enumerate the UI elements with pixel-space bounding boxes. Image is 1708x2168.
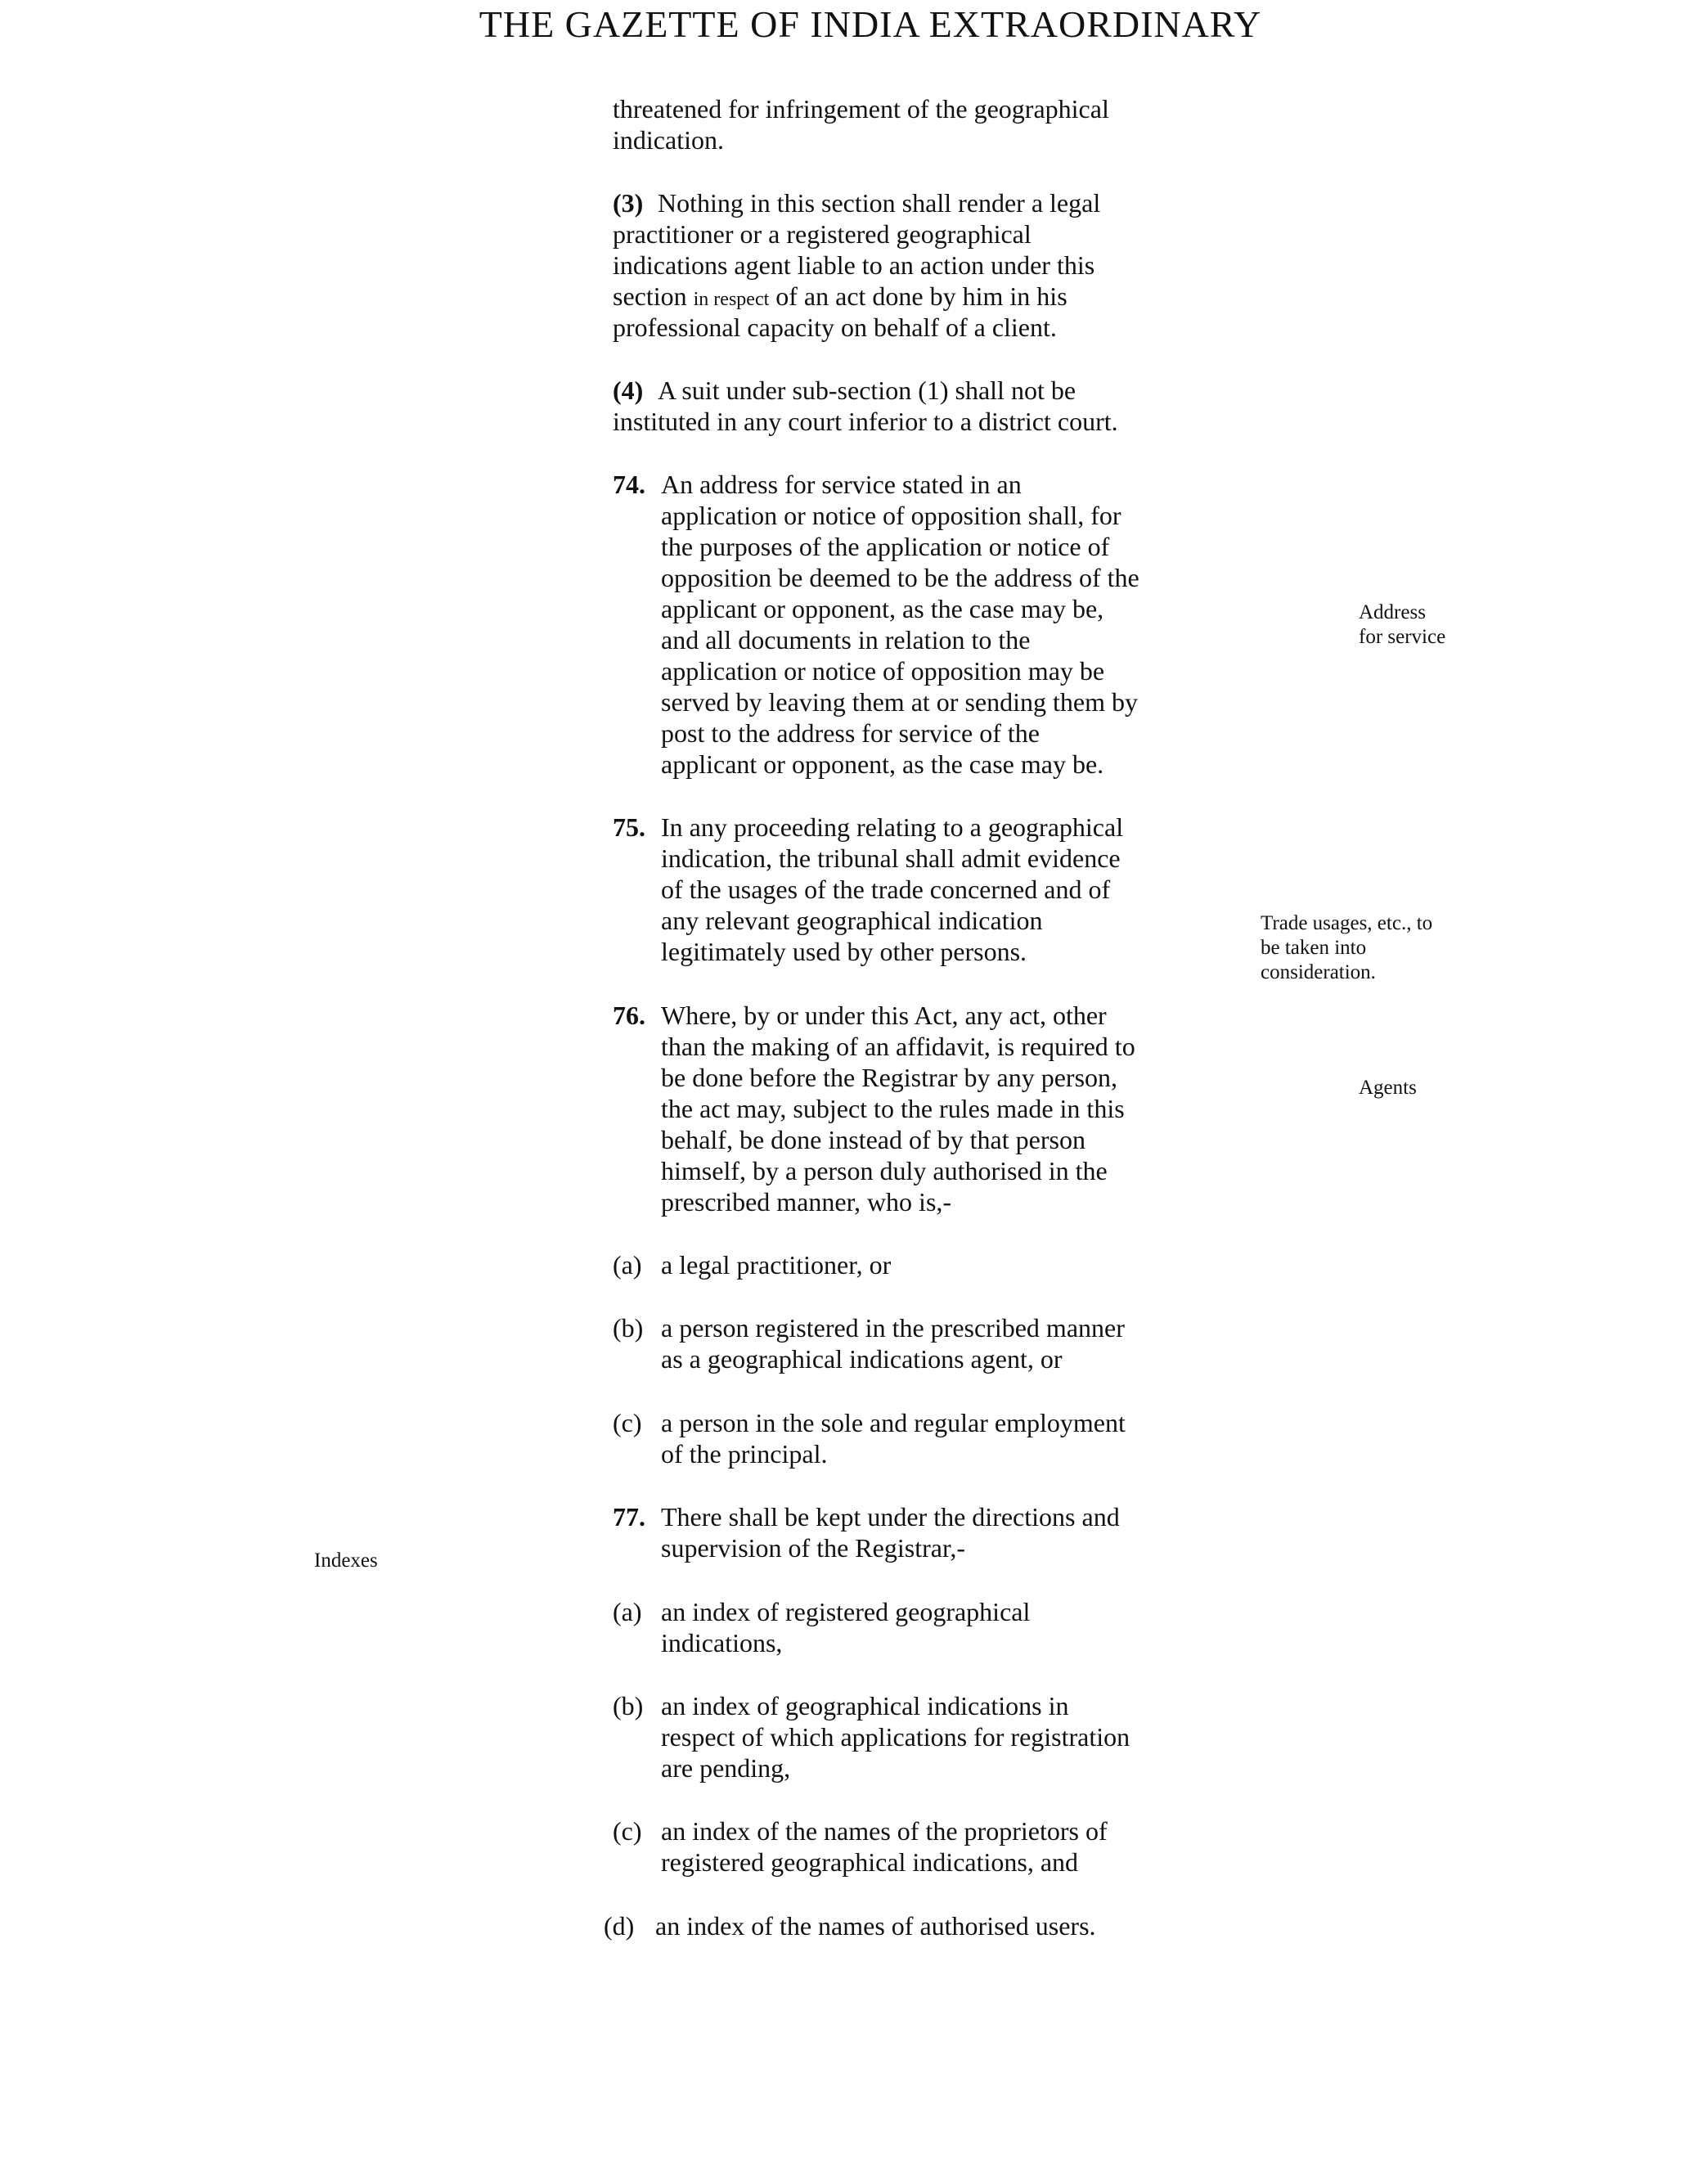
clause-text: registered geographical indications, and xyxy=(661,1847,1079,1877)
clause-label: (b) xyxy=(613,1313,644,1343)
sub-section-text xyxy=(613,281,1068,315)
section-text: In any proceeding relating to a geographical xyxy=(661,812,1124,842)
sub-section-number: (3) xyxy=(613,188,644,218)
margin-note-address-for-service: for service xyxy=(1359,626,1446,648)
section-text: the purposes of the application or notice of xyxy=(661,532,1110,561)
section-text: opposition be deemed to be the address of the xyxy=(661,563,1139,592)
clause-text: respect of which applications for registration xyxy=(661,1722,1130,1752)
clause-text: an index of geographical indications in xyxy=(661,1691,1069,1720)
section-text: application or notice of opposition may be xyxy=(661,656,1105,686)
margin-note-trade-usages: be taken into xyxy=(1261,937,1367,959)
clause-text: a person in the sole and regular employment xyxy=(661,1408,1126,1437)
clause-label: (b) xyxy=(613,1691,644,1720)
section-text: the act may, subject to the rules made in this xyxy=(661,1094,1125,1123)
clause-label: (a) xyxy=(613,1597,642,1626)
sub-section-text: instituted in any court inferior to a district court. xyxy=(613,407,1118,436)
margin-note-trade-usages: consideration. xyxy=(1261,961,1376,983)
section-text: legitimately used by other persons. xyxy=(661,937,1027,966)
sub-section-text-part: of an act done by him in his xyxy=(769,281,1068,311)
margin-note-indexes: Indexes xyxy=(314,1550,378,1572)
gazette-header-title: THE GAZETTE OF INDIA EXTRAORDINARY xyxy=(479,3,1262,45)
section-text: than the making of an affidavit, is required to xyxy=(661,1032,1135,1061)
sub-section-number: (4) xyxy=(613,376,644,405)
clause-label: (c) xyxy=(613,1408,642,1437)
section-text: post to the address for service of the xyxy=(661,718,1040,748)
section-text: application or notice of opposition shall, for xyxy=(661,501,1121,530)
sub-section-text-small: in respect xyxy=(693,289,770,310)
clause-text: are pending, xyxy=(661,1753,791,1783)
gazette-header xyxy=(0,3,1675,57)
clause-text: of the principal. xyxy=(661,1439,828,1469)
margin-note-address-for-service: Address xyxy=(1359,601,1426,623)
section-text: behalf, be done instead of by that person xyxy=(661,1125,1085,1154)
clause-text: a legal practitioner, or xyxy=(661,1250,892,1280)
sub-section-text: practitioner or a registered geographical xyxy=(613,219,1032,249)
section-number: 76. xyxy=(613,1001,645,1030)
sub-section-text-part: section xyxy=(613,281,694,311)
section-text: An address for service stated in an xyxy=(661,470,1022,499)
clause-label: (d) xyxy=(604,1911,635,1941)
section-text: indication, the tribunal shall admit evidence xyxy=(661,843,1121,873)
section-number: 77. xyxy=(613,1502,645,1532)
clause-label: (a) xyxy=(613,1250,642,1280)
clause-text: an index of the names of authorised users. xyxy=(655,1911,1096,1941)
clause-label: (c) xyxy=(613,1816,642,1846)
sub-section-text: indications agent liable to an action under this xyxy=(613,250,1095,280)
sub-section-text: Nothing in this section shall render a legal xyxy=(658,188,1101,218)
section-text: himself, by a person duly authorised in the xyxy=(661,1156,1108,1185)
clause-text: indications, xyxy=(661,1628,783,1657)
clause-text: an index of the names of the proprietors of xyxy=(661,1816,1108,1846)
section-text: prescribed manner, who is,- xyxy=(661,1187,952,1217)
section-number: 74. xyxy=(613,470,645,499)
section-text: of the usages of the trade concerned and of xyxy=(661,875,1111,904)
margin-note-trade-usages: Trade usages, etc., to xyxy=(1261,912,1433,934)
section-text: served by leaving them at or sending them by xyxy=(661,687,1138,717)
section-number: 75. xyxy=(613,812,645,842)
continuation-line: indication. xyxy=(613,125,724,155)
section-text: applicant or opponent, as the case may be, xyxy=(661,594,1104,623)
sub-section-text: professional capacity on behalf of a client. xyxy=(613,313,1057,342)
clause-text: a person registered in the prescribed manner xyxy=(661,1313,1125,1343)
clause-text: as a geographical indications agent, or xyxy=(661,1344,1063,1374)
clause-text: an index of registered geographical xyxy=(661,1597,1031,1626)
margin-note-agents: Agents xyxy=(1359,1077,1417,1099)
section-text: Where, by or under this Act, any act, other xyxy=(661,1001,1107,1030)
section-text: any relevant geographical indication xyxy=(661,906,1043,935)
sub-section-text: A suit under sub-section (1) shall not be xyxy=(658,376,1076,405)
section-text: applicant or opponent, as the case may be. xyxy=(661,749,1104,779)
section-text: There shall be kept under the directions and xyxy=(661,1502,1120,1532)
section-text: be done before the Registrar by any person, xyxy=(661,1063,1118,1092)
section-text: supervision of the Registrar,- xyxy=(661,1533,965,1563)
section-text: and all documents in relation to the xyxy=(661,625,1031,654)
continuation-line: threatened for infringement of the geographical xyxy=(613,94,1109,124)
